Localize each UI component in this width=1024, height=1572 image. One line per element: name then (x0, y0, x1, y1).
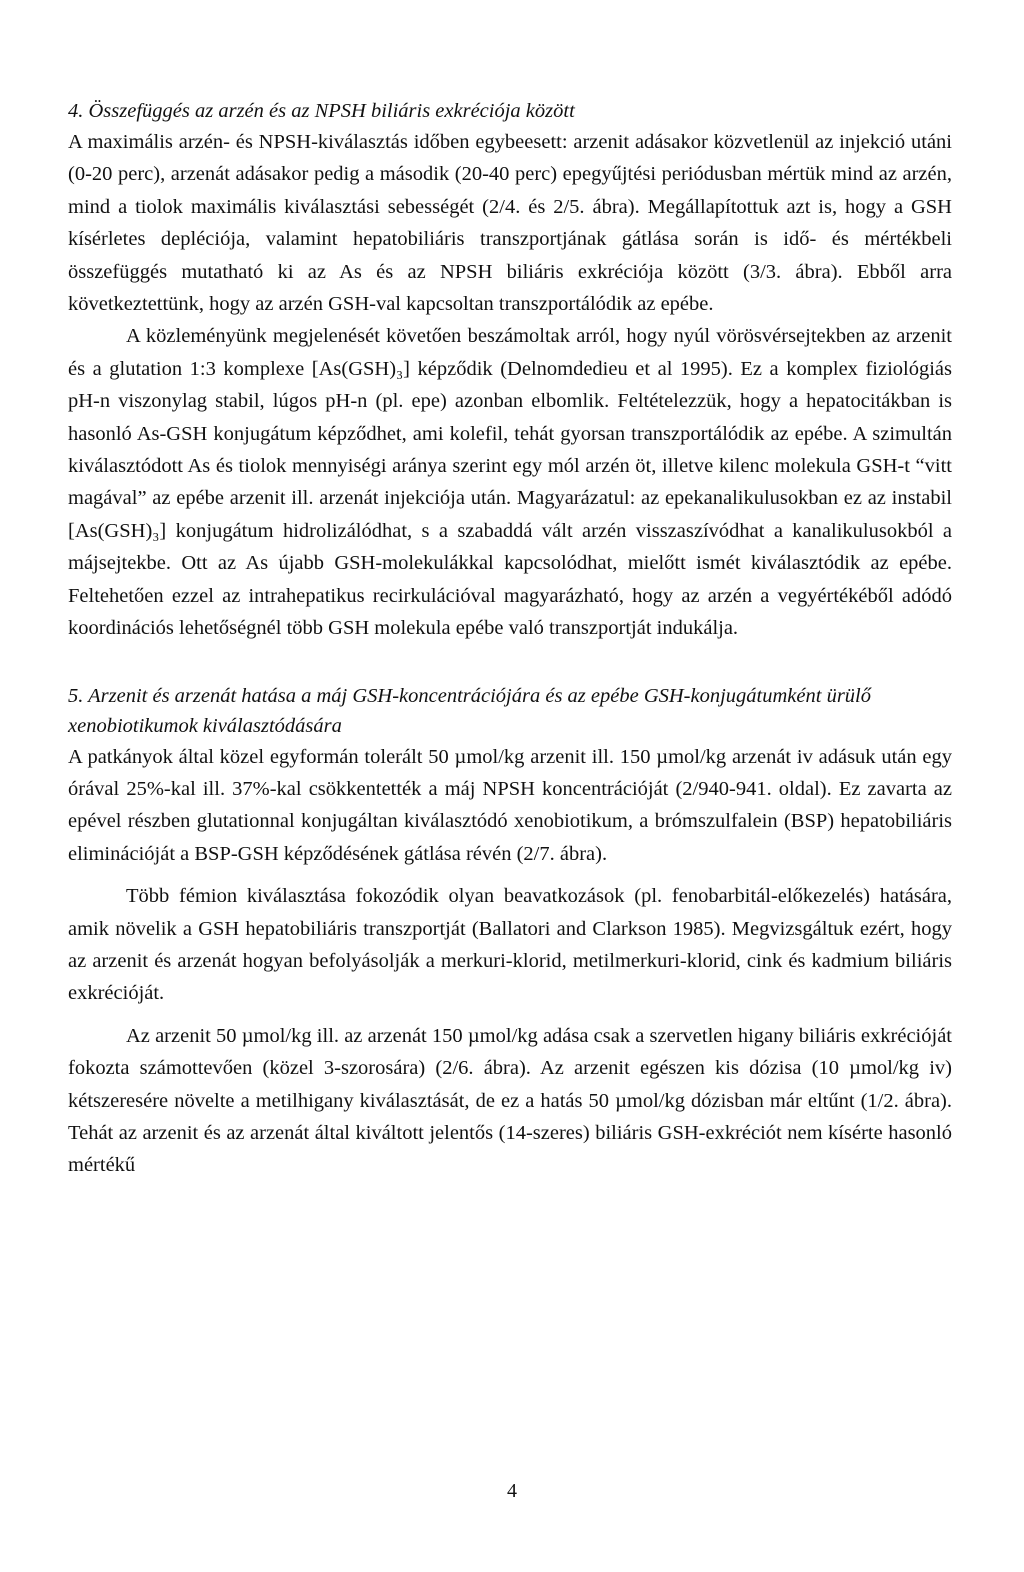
section-5-paragraph-2: Több fémion kiválasztása fokozódik olyan beavatkozások (pl. fenobarbitál-előkezelés) hatására, amik növelik a GSH hepatobiliáris transzportját (Ballatori and Clarkson 1985). Megvizsgáltuk ezért, hogy az arzenit és arzenát hogyan befolyásolják a merkuri-klorid, metilmerkuri-klorid, cink és kadmium biliáris exkrécióját. (68, 885, 952, 1005)
section-5-heading: 5. Arzenit és arzenát hatása a máj GSH-koncentrációjára és az epébe GSH-konjugátumként ürülő xenobiotikumok kiválasztódására (68, 684, 871, 737)
document-page (68, 96, 952, 1182)
section-5-paragraph-3: Az arzenit 50 µmol/kg ill. az arzenát 150 µmol/kg adása csak a szervetlen higany biliáris exkrécióját fokozta számottevően (közel 3-szorosára) (2/6. ábra). Az arzenit egészen kis dózisa (10 µmol/kg iv) kétszeresére növelte a metilhigany kiválasztását, de ez a hatás 50 µmol/kg dózisban már eltűnt (1/2. ábra). Tehát az arzenit és az arzenát által kiváltott jelentős (14-szeres) biliáris GSH-exkréciót nem kísérte hasonló mértékű (68, 1024, 952, 1177)
section-4-heading: 4. Összefüggés az arzén és az NPSH biliáris exkréciója között (68, 100, 575, 122)
page-number: 4 (507, 1480, 517, 1502)
section-4-paragraph-1: A maximális arzén- és NPSH-kiválasztás időben egybeesett: arzenit adásakor közvetlenül az injekció utáni (0-20 perc), arzenát adásakor pedig a második (20-40 perc) epegyűjtési periódusban mértük mind az arzén, mind a tiolok maximális kiválasztási sebességét (2/4. és 2/5. ábra). Megállapítottuk azt is, hogy a GSH kísérletes depléciója, valamint hepatobiliáris transzportjának gátlása során is idő- és mértékbeli összefüggés mutatható ki az As és az NPSH biliáris exkréciója között (3/3. ábra). Ebből arra következtettünk, hogy az arzén GSH-val kapcsoltan transzportálódik az epébe. (68, 131, 952, 316)
section-5-paragraph-1: A patkányok által közel egyformán tolerált 50 µmol/kg arzenit ill. 150 µmol/kg arzenát iv adásuk után egy órával 25%-kal ill. 37%-kal csökkentették a máj NPSH koncentrációját (2/940-941. oldal). Ez zavarta az epével részben glutationnal konjugáltan kiválasztódó xenobiotikum, a brómszulfalein (BSP) hepatobiliáris eliminációját a BSP-GSH képződésének gátlása révén (2/7. ábra). (68, 745, 952, 865)
section-4-paragraph-2: A közleményünk megjelenését követően beszámoltak arról, hogy nyúl vörösvérsejtekben az arzenit és a glutation 1:3 komplexe [As(GSH)₃] képződik (Delnomdedieu et al 1995). Ez a komplex fiziológiás pH-n viszonylag stabil, lúgos pH-n (pl. epe) azonban elbomlik. Feltételezzük, hogy a hepatocitákban is hasonló As-GSH konjugátum képződhet, ami kolefil, tehát gyorsan transzportálódik az epébe. A szimultán kiválasztódott As és tiolok mennyiségi aránya szerint egy mól arzén öt, illetve kilenc molekula GSH-t “vitt magával” az epébe arzenit ill. arzenát injekciója után. Magyarázatul: az epekanalikulusokban ez az instabil [As(GSH)₃] konjugátum hidrolizálódhat, s a szabaddá vált arzén visszaszívódhat a kanalikulusokból a májsejtekbe. Ott az As újabb GSH-molekulákkal kapcsolódhat, mielőtt ismét kiválasztódik az epébe. Feltehetően ezzel az intrahepatikus recirkulációval magyarázható, hogy az arzén a vegyértékéből adódó koordinációs lehetőségnél több GSH molekula epébe való transzportját indukálja. (68, 325, 952, 640)
